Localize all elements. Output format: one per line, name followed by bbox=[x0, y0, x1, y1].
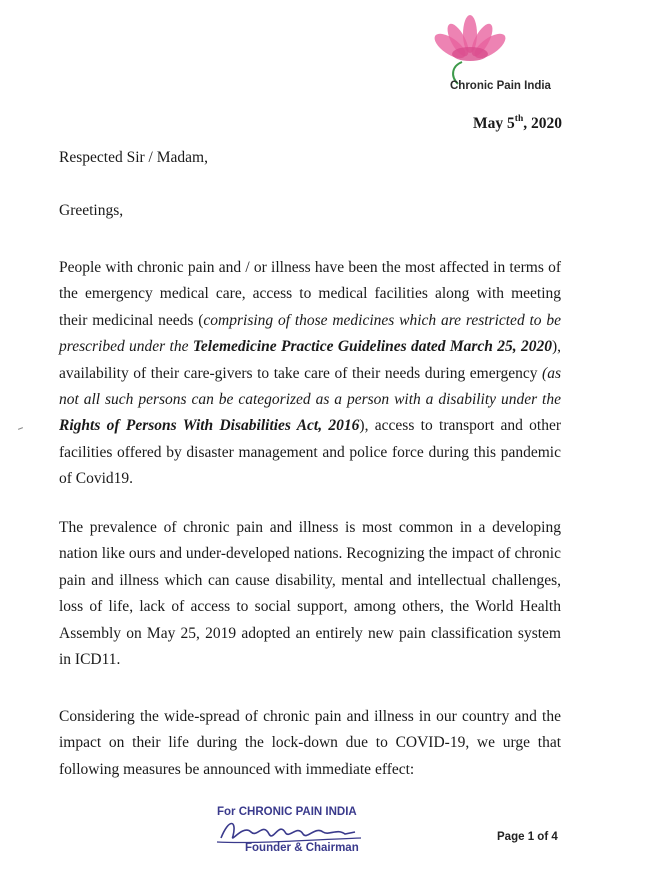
scan-mark bbox=[18, 427, 23, 430]
signature-stamp bbox=[215, 800, 375, 864]
date-ordinal: th bbox=[514, 113, 524, 124]
paragraph-prevalence: The prevalence of chronic pain and illness is most common in a developing nation like ours and under-developed nations. Recognizing the impact of chronic pain and illness which can cause disability, mental and intellectual challenges, loss of life, lack of access to social support, among others, the World Health Assembly on May 25, 2019 adopted an entirely new pain classification system in ICD11. bbox=[59, 519, 561, 669]
paragraph-measures: Considering the wide-spread of chronic pain and illness in our country and the impact on their life during the lock-down due to COVID-19, we urge that following measures be announced with immediate effect: bbox=[59, 708, 561, 778]
rpwd-act-ref: Rights of Persons With Disabilities Act, 2016 bbox=[59, 417, 360, 435]
greeting: Greetings, bbox=[59, 202, 124, 219]
org-name: Chronic Pain India bbox=[450, 80, 551, 92]
letterhead-logo bbox=[416, 8, 566, 103]
page-number: Page 1 of 4 bbox=[497, 831, 558, 843]
lotus-flower-icon bbox=[426, 8, 516, 86]
date-year: , 2020 bbox=[523, 115, 562, 132]
salutation: Respected Sir / Madam, bbox=[59, 149, 208, 166]
page-total: 4 bbox=[551, 831, 558, 843]
p1-text-3: ), access to transport and other facilities offered by disaster management and police force during this pandemic of Covid19. bbox=[59, 417, 561, 488]
telemedicine-guidelines-ref: Telemedicine Practice Guidelines dated March 25, 2020 bbox=[192, 338, 552, 356]
date-month-day: May 5 bbox=[473, 115, 515, 132]
stamp-title: Founder & Chairman bbox=[245, 842, 359, 854]
p1-italic-2: (as not all such persons can be categorized as a person with a disability under the Rights of Persons With Disabilities Act, 2016 bbox=[59, 364, 561, 435]
p1-text-1: People with chronic pain and / or illness have been the most affected in terms of the emergency medical care, access to medical facilities along with meeting their medicinal needs ( bbox=[59, 259, 561, 329]
p1-text-2: ), availability of their care-givers to take care of their needs during emergency bbox=[59, 338, 561, 382]
letter-date bbox=[470, 115, 562, 133]
paragraph-impact bbox=[59, 255, 561, 493]
p1-italic-1: comprising of those medicines which are restricted to be prescribed under the Telemedicine Practice Guidelines dated March 25, 2020 bbox=[59, 311, 561, 356]
page-current: 1 bbox=[527, 831, 535, 843]
stamp-org: For CHRONIC PAIN INDIA bbox=[217, 806, 357, 818]
